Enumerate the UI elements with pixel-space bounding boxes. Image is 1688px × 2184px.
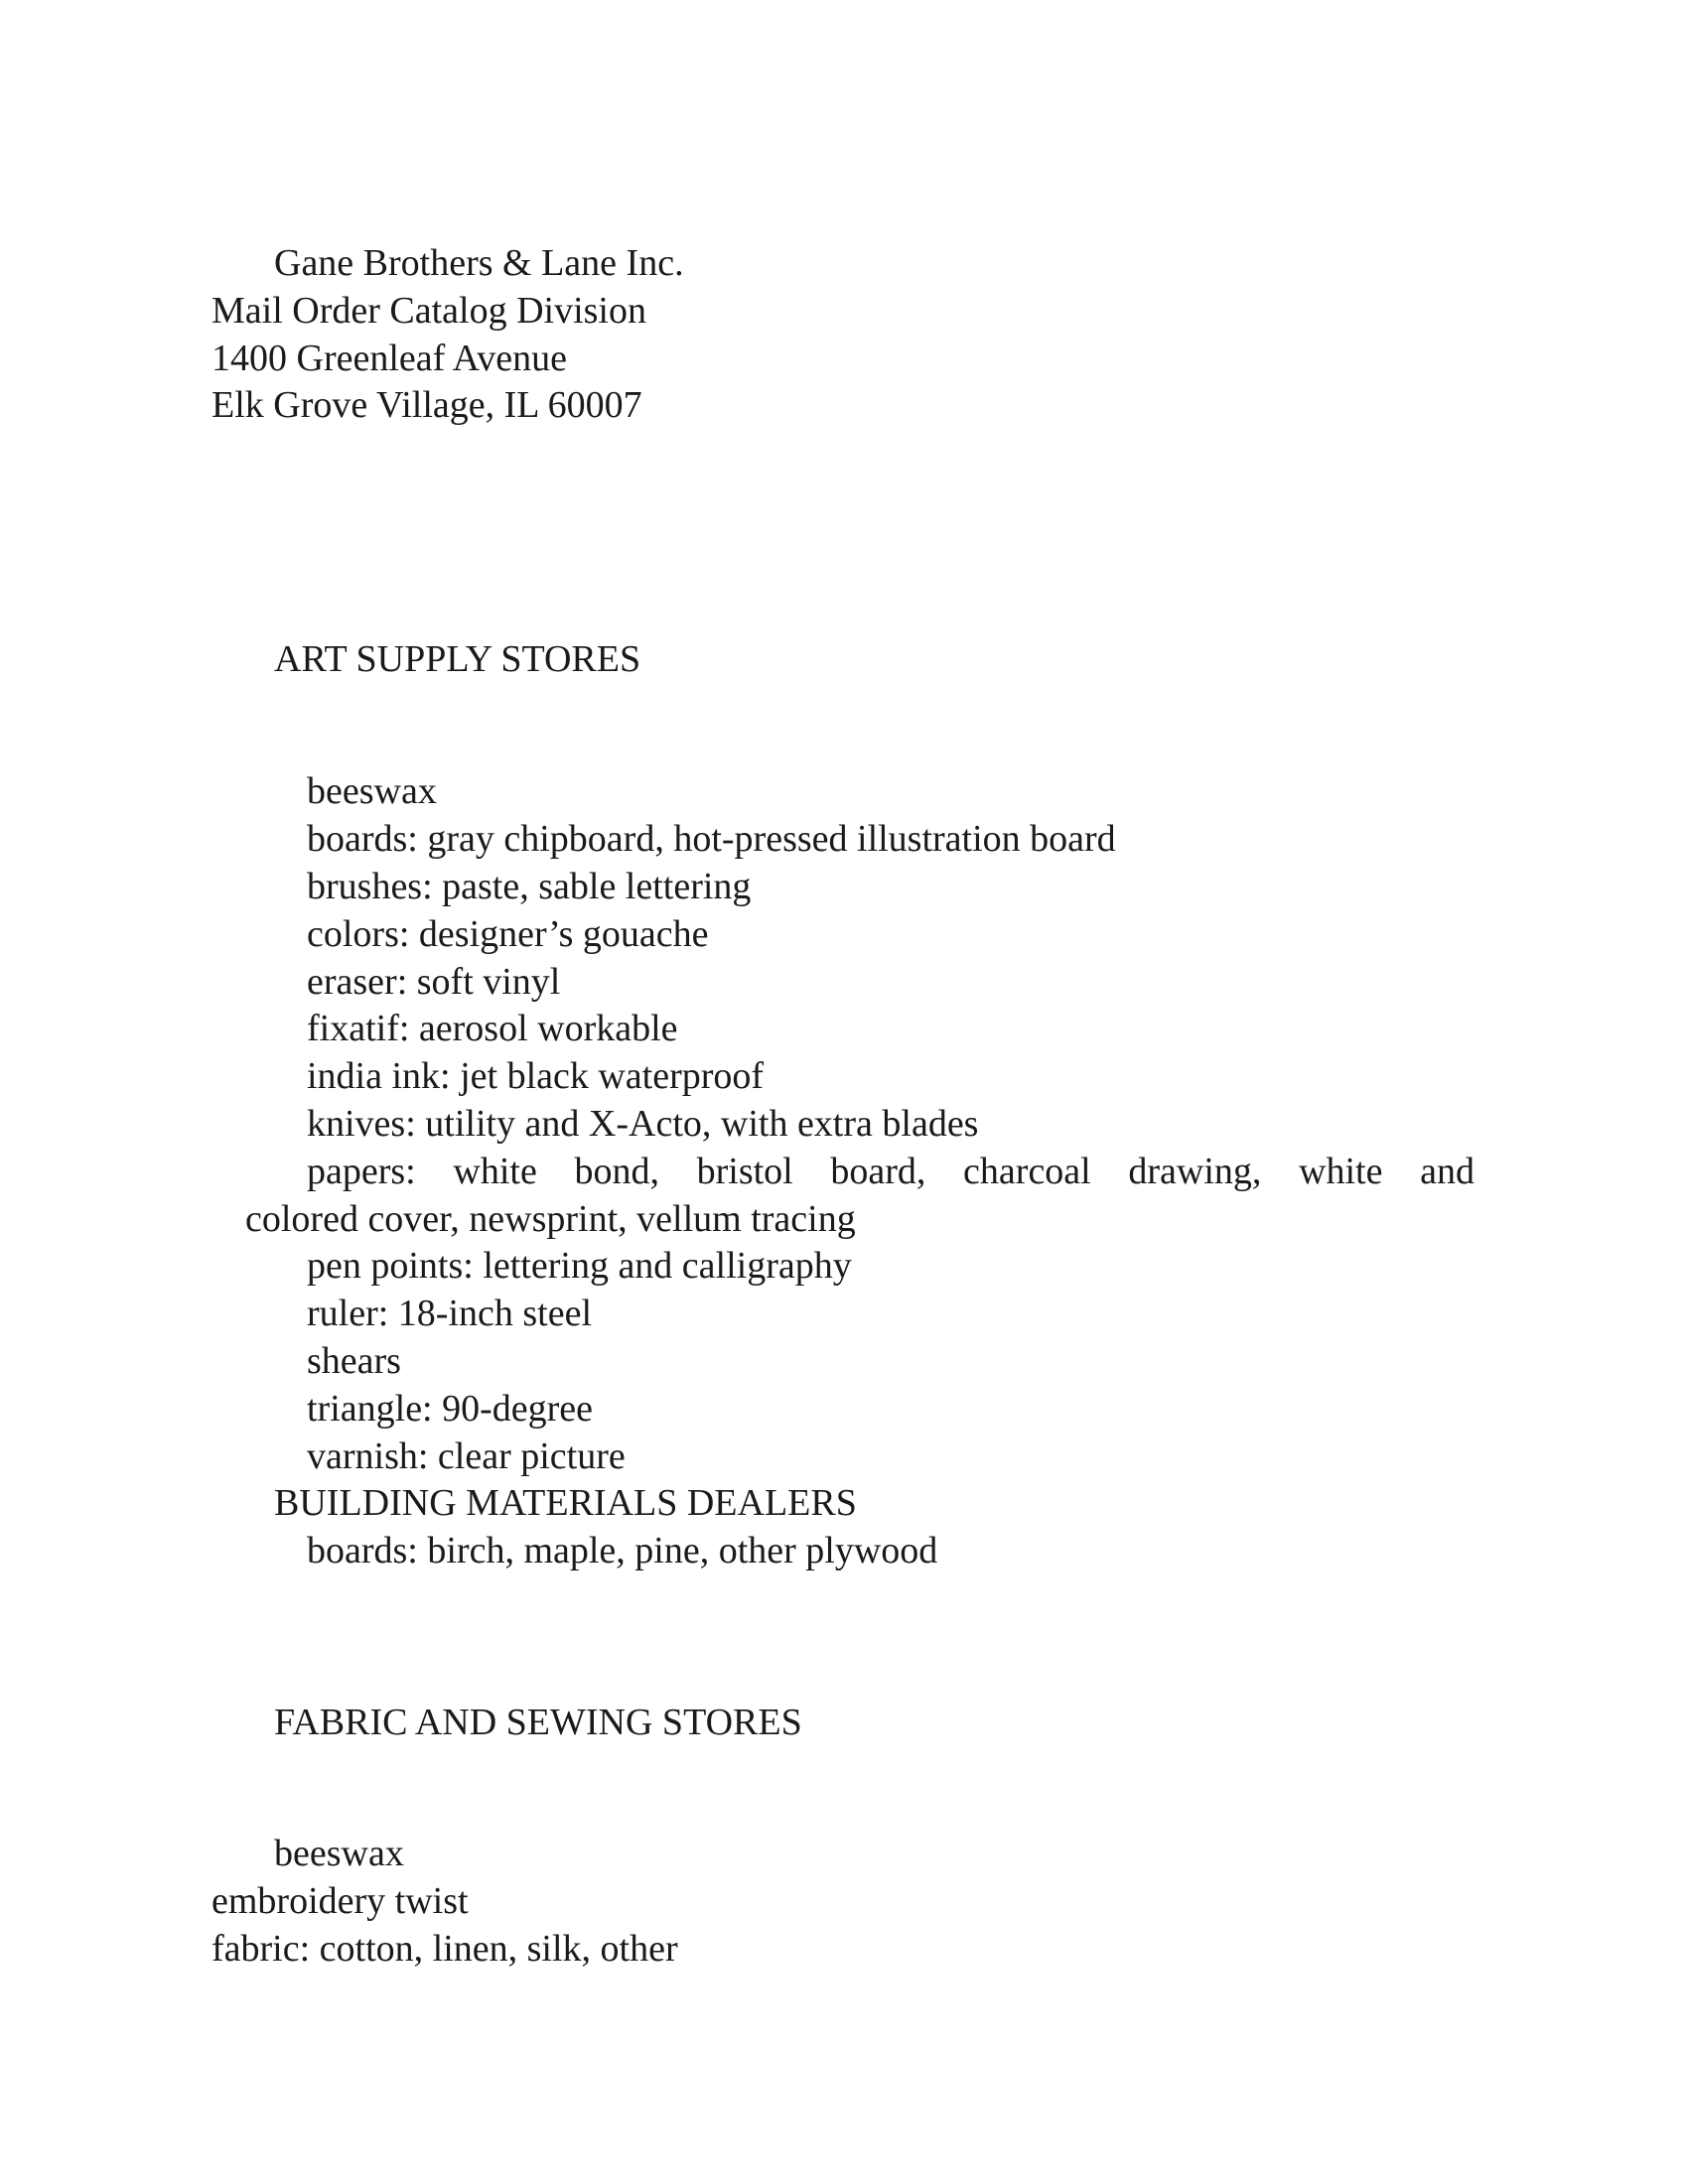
list-item: shears: [307, 1340, 401, 1382]
list-item: ruler: 18-inch steel: [307, 1293, 593, 1334]
address-city: Elk Grove Village, IL 60007: [211, 384, 642, 426]
address-division: Mail Order Catalog Division: [211, 290, 646, 332]
list-item: boards: gray chipboard, hot-pressed illustration board: [307, 818, 1116, 860]
list-item: triangle: 90-degree: [307, 1388, 594, 1430]
list-item: brushes: paste, sable lettering: [307, 866, 752, 907]
list-item: pen points: lettering and calligraphy: [307, 1245, 852, 1287]
list-item-continuation: colored cover, newsprint, vellum tracing: [245, 1198, 856, 1240]
list-item: beeswax: [307, 770, 437, 812]
list-item: fixatif: aerosol workable: [307, 1008, 678, 1049]
list-item: colors: designer’s gouache: [307, 913, 709, 955]
section-heading-fabric-sewing: FABRIC AND SEWING STORES: [274, 1702, 802, 1743]
list-item: beeswax: [274, 1833, 404, 1874]
list-item: boards: birch, maple, pine, other plywood: [307, 1530, 938, 1571]
section-heading-building-materials: BUILDING MATERIALS DEALERS: [274, 1482, 857, 1524]
list-item: embroidery twist: [211, 1880, 469, 1922]
list-item: india ink: jet black waterproof: [307, 1055, 765, 1097]
list-item: eraser: soft vinyl: [307, 961, 561, 1003]
list-item-justified: papers: white bond, bristol board, charcoal drawing, white and: [307, 1151, 1475, 1192]
address-company: Gane Brothers & Lane Inc.: [274, 242, 684, 284]
list-item: knives: utility and X-Acto, with extra blades: [307, 1103, 979, 1145]
section-heading-art-supply: ART SUPPLY STORES: [274, 638, 641, 680]
list-item: fabric: cotton, linen, silk, other: [211, 1928, 678, 1970]
address-street: 1400 Greenleaf Avenue: [211, 338, 568, 379]
list-item: varnish: clear picture: [307, 1435, 626, 1477]
